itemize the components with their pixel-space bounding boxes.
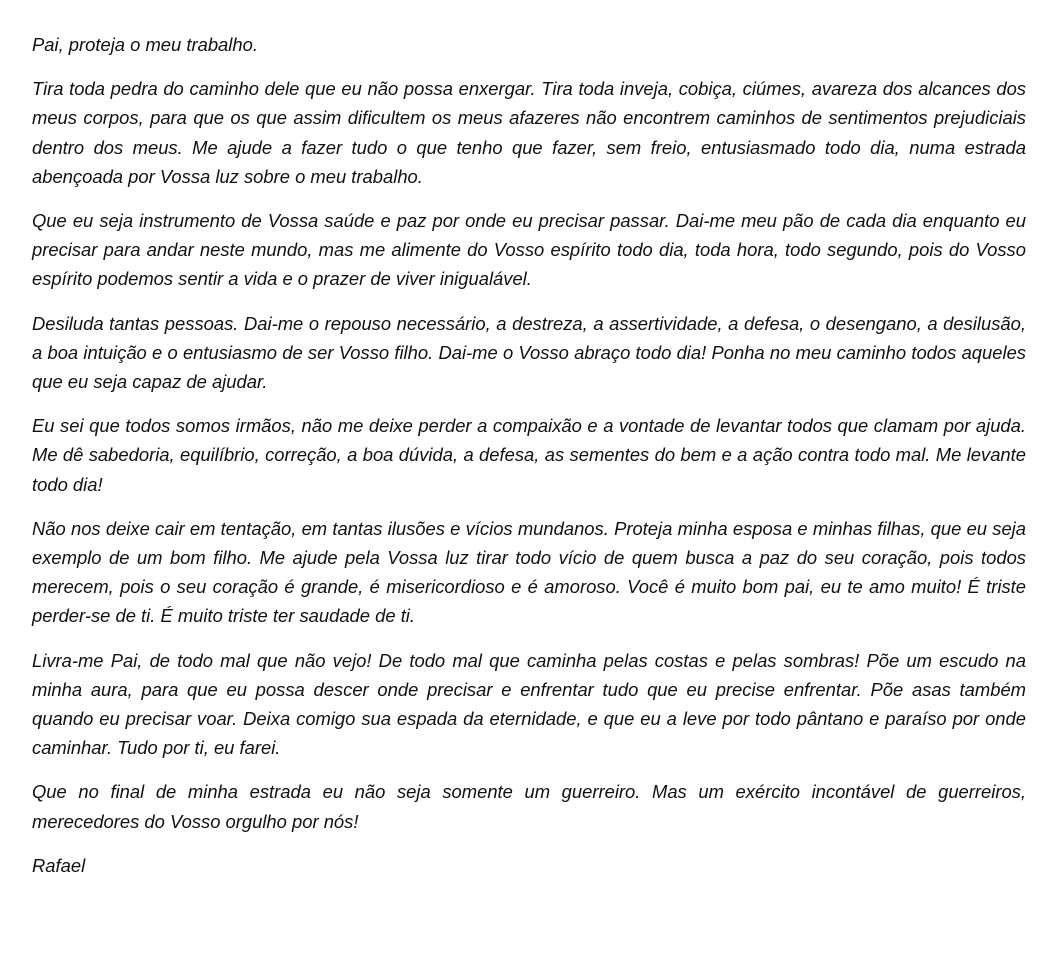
paragraph-6: Livra-me Pai, de todo mal que não vejo! De todo mal que caminha pelas costas e pelas sombras! Põe um escudo na minha aura, para que eu possa descer onde precisar e enfrentar tudo que eu precise enfrentar. Põe asas também quando eu precisar voar. Deixa comigo sua espada da eternidade, e que eu a leve por todo pântano e paraíso por onde caminhar. Tudo por ti, eu farei. (32, 649, 1026, 759)
opening-line: Pai, proteja o meu trabalho. (32, 34, 258, 55)
paragraph-7: Que no final de minha estrada eu não seja somente um guerreiro. Mas um exército incontável de guerreiros, merecedores do Vosso orgulho por nós! (32, 781, 1026, 832)
paragraph-2: Que eu seja instrumento de Vossa saúde e paz por onde eu precisar passar. Dai-me meu pão de cada dia enquanto eu precisar para andar neste mundo, mas me alimente do Vosso espírito todo dia, toda hora, todo segundo, pois do Vosso espírito podemos sentir a vida e o prazer de viver inigualável. (32, 210, 1026, 290)
paragraph-1: Tira toda pedra do caminho dele que eu não possa enxergar. Tira toda inveja, cobiça, ciúmes, avareza dos alcances dos meus corpos, para que os que assim dificultem os meus afazeres não encontrem caminhos de sentimentos prejudiciais dentro dos meus. Me ajude a fazer tudo o que tenho que fazer, sem freio, entusiasmado todo dia, numa estrada abençoada por Vossa luz sobre o meu trabalho. (32, 78, 1026, 187)
paragraph-5: Não nos deixe cair em tentação, em tantas ilusões e vícios mundanos. Proteja minha esposa e minhas filhas, que eu seja exemplo de um bom filho. Me ajude pela Vossa luz tirar todo vício de quem busca a paz do seu coração, pois todos merecem, pois o seu coração é grande, é misericordioso e é amoroso. Você é muito bom pai, eu te amo muito! É triste perder-se de ti. É muito triste ter saudade de ti. (32, 517, 1026, 627)
signature: Rafael (32, 854, 86, 876)
paragraph-4: Eu sei que todos somos irmãos, não me deixe perder a compaixão e a vontade de levantar todos que clamam por ajuda. Me dê sabedoria, equilíbrio, correção, a boa dúvida, a defesa, as sementes do bem e a ação contra todo mal. Me levante todo dia! (32, 415, 1026, 495)
paragraph-3: Desiluda tantas pessoas. Dai-me o repouso necessário, a destreza, a assertividade, a defesa, o desengano, a desilusão, a boa intuição e o entusiasmo de ser Vosso filho. Dai-me o Vosso abraço todo dia! Ponha no meu caminho todos aqueles que eu seja capaz de ajudar. (32, 312, 1026, 393)
